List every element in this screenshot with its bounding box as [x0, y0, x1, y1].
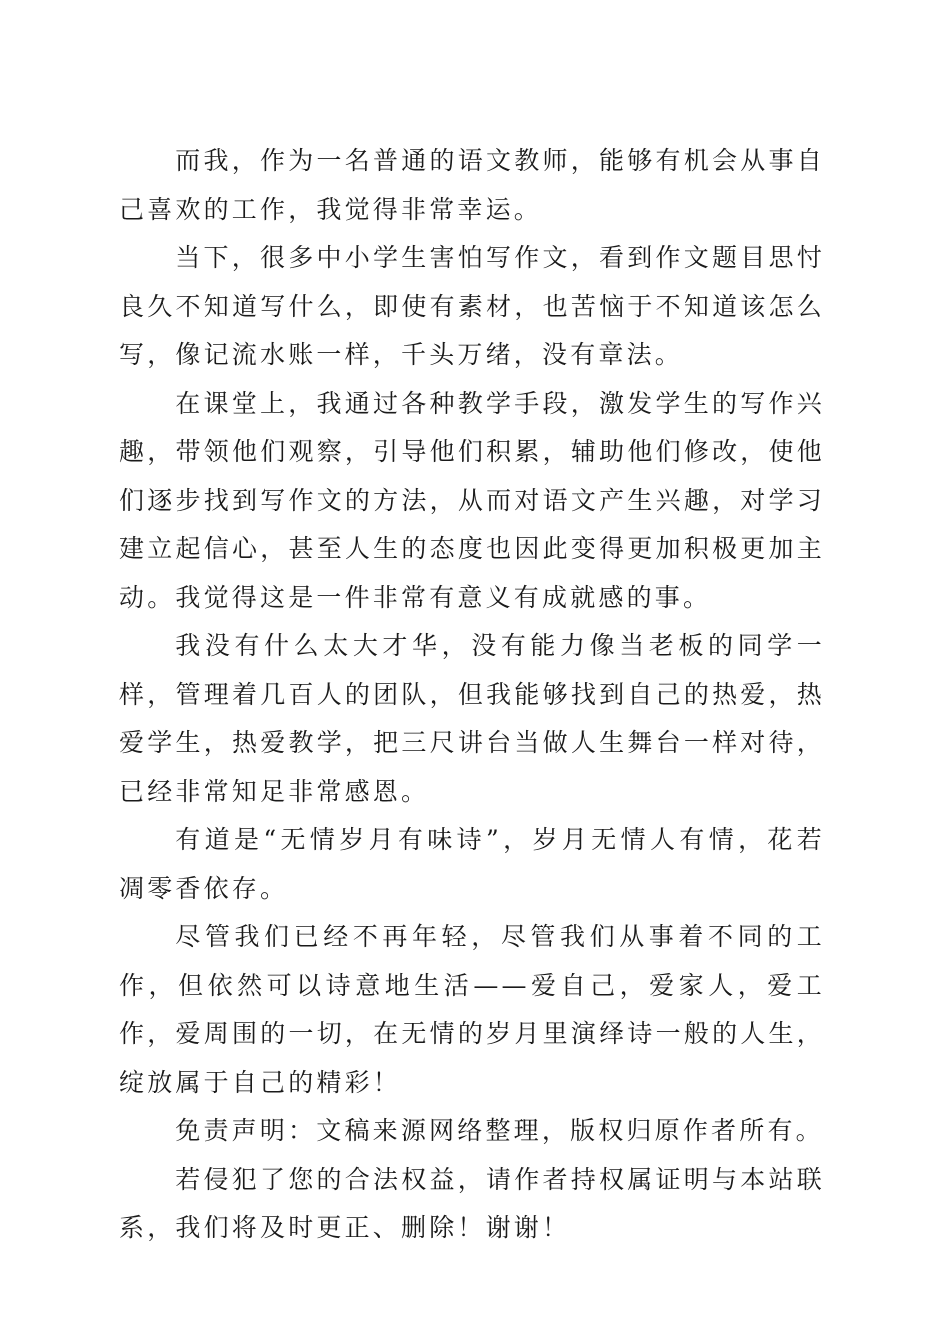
- paragraph-6: 尽管我们已经不再年轻，尽管我们从事着不同的工作，但依然可以诗意地生活——爱自己，爱家人，爱工作，爱周围的一切，在无情的岁月里演绎诗一般的人生，绽放属于自己的精彩！: [119, 922, 825, 1097]
- paragraph-1: 而我，作为一名普通的语文教师，能够有机会从事自己喜欢的工作，我觉得非常幸运。: [119, 146, 825, 224]
- document-body: [119, 137, 825, 1253]
- disclaimer-paragraph: 免责声明：文稿来源网络整理，版权归原作者所有。: [175, 1116, 824, 1145]
- paragraph-3: 在课堂上，我通过各种教学手段，激发学生的写作兴趣，带领他们观察，引导他们积累，辅助他们修改，使他们逐步找到写作文的方法，从而对语文产生兴趣，对学习建立起信心，甚至人生的态度也因此变得更加积极更加主动。我觉得这是一件非常有意义有成就感的事。: [119, 388, 825, 612]
- paragraph-4: 我没有什么太大才华，没有能力像当老板的同学一样，管理着几百人的团队，但我能够找到自己的热爱，热爱学生，热爱教学，把三尺讲台当做人生舞台一样对待，已经非常知足非常感恩。: [119, 631, 825, 806]
- contact-notice-paragraph: 若侵犯了您的合法权益，请作者持权属证明与本站联系，我们将及时更正、删除！谢谢！: [119, 1164, 825, 1242]
- paragraph-5: 有道是“无情岁月有味诗”，岁月无情人有情，花若凋零香依存。: [119, 825, 825, 903]
- paragraph-2: 当下，很多中小学生害怕写作文，看到作文题目思忖良久不知道写什么，即使有素材，也苦恼于不知道该怎么写，像记流水账一样，千头万绪，没有章法。: [119, 243, 825, 369]
